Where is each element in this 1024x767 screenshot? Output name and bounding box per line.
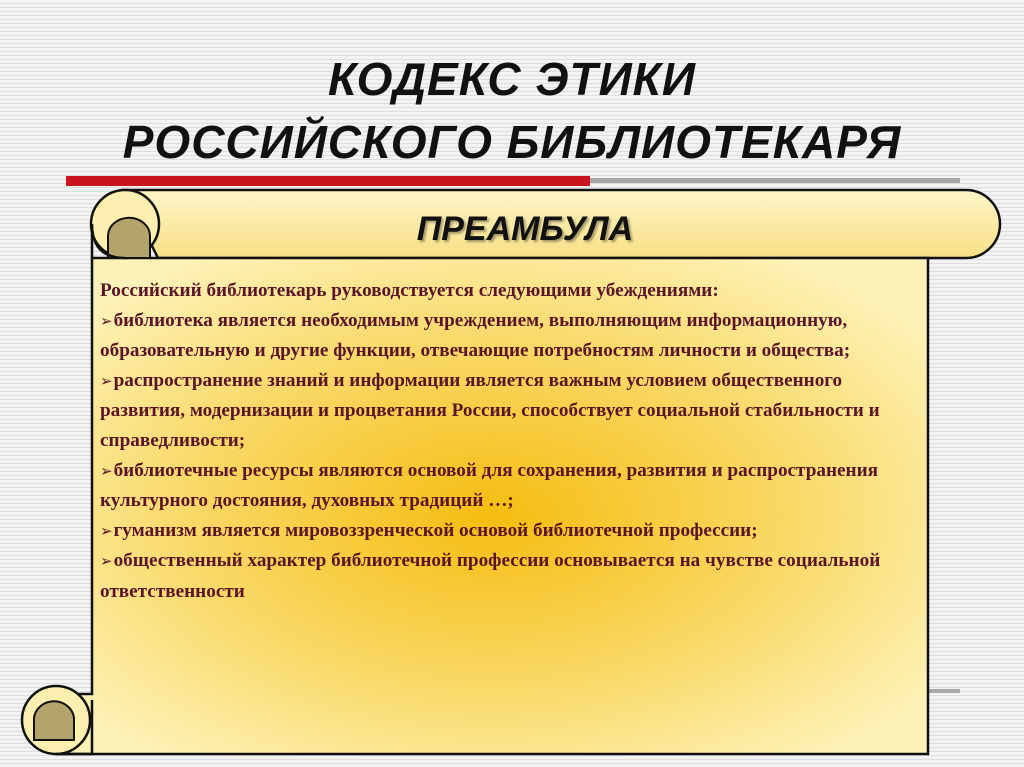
arrow-bullet-icon: ➢ xyxy=(100,311,113,330)
list-item xyxy=(100,546,918,606)
preamble-body xyxy=(100,276,918,607)
list-item xyxy=(100,456,918,516)
list-item-text: гуманизм является мировоззренческой основой библиотечной профессии; xyxy=(113,519,758,541)
list-item-text: библиотека является необходимым учреждением, выполняющим информационную, образовательную и другие функции, отвечающие потребностям личности и общества; xyxy=(100,309,851,362)
preamble-intro: Российский библиотекарь руководствуется следующими убеждениями: xyxy=(100,280,719,301)
list-item xyxy=(100,516,918,547)
arrow-bullet-icon: ➢ xyxy=(100,461,113,480)
arrow-bullet-icon: ➢ xyxy=(100,521,113,540)
slide-title-line-2: РОССИЙСКОГО БИБЛИОТЕКАРЯ xyxy=(122,116,902,168)
list-item-text: общественный характер библиотечной профессии основывается на чувстве социальной ответственности xyxy=(100,550,881,602)
list-item xyxy=(100,306,918,366)
list-item xyxy=(100,366,918,456)
preamble-list xyxy=(100,306,918,607)
list-item-text: библиотечные ресурсы являются основой для сохранения, развития и распространения культурного достояния, духовных традиций …; xyxy=(100,459,879,512)
section-heading: ПРЕАМБУЛА xyxy=(416,210,634,248)
arrow-bullet-icon: ➢ xyxy=(100,371,113,390)
slide-title-line-1: КОДЕКС ЭТИКИ xyxy=(327,53,697,105)
list-item-text: распространение знаний и информации является важным условием общественного развития, модернизации и процветания России, способствует социальной стабильности и справедливости; xyxy=(100,369,880,451)
arrow-bullet-icon: ➢ xyxy=(100,552,113,571)
